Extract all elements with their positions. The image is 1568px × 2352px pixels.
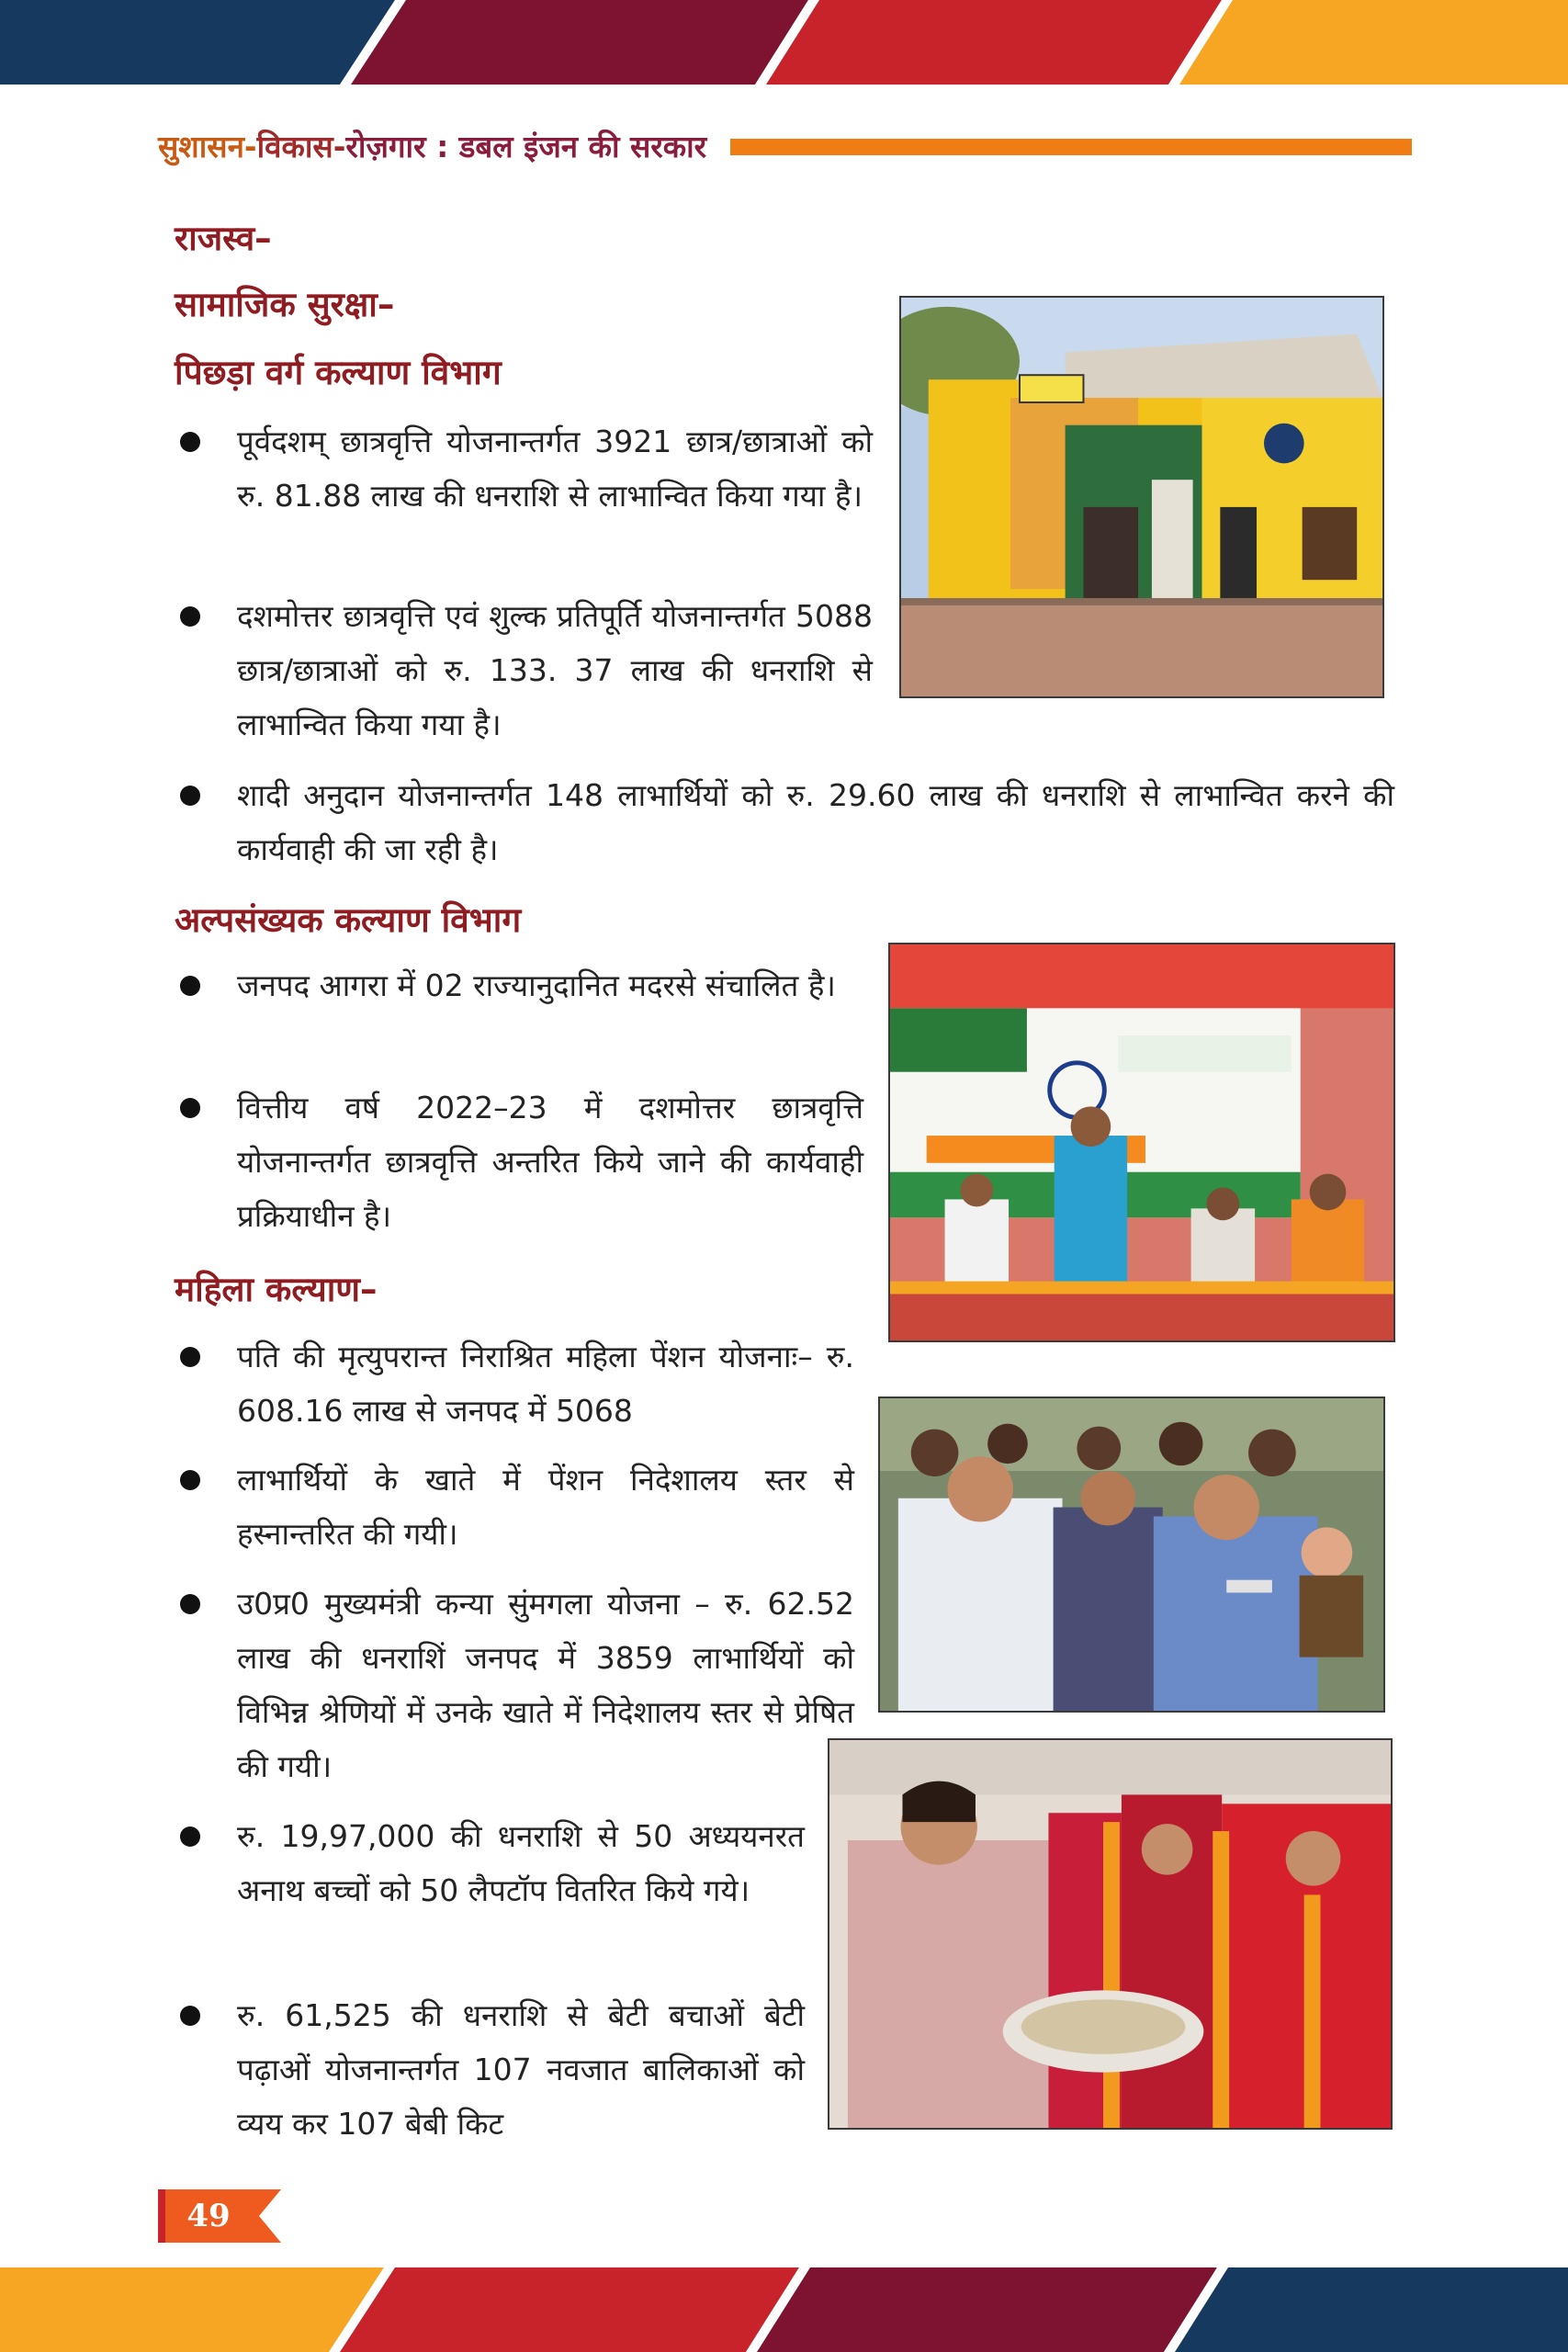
- bullet-laptop-distribution: रु. 19,97,000 की धनराशि से 50 अध्ययनरत अनाथ बच्चों को 50 लैपटॉप वितरित किये गये।: [237, 1818, 805, 1908]
- bullet-madrasa-count: जनपद आगरा में 02 राज्यानुदानित मदरसे संचालित है।: [237, 967, 836, 1003]
- bullet-marker: [180, 786, 200, 806]
- bullet-marker: [180, 976, 200, 996]
- heading-minority-welfare: अल्पसंख्यक कल्याण विभाग: [175, 900, 522, 940]
- photo-officials-with-child: [878, 1396, 1385, 1713]
- bullet-marker: [180, 432, 200, 452]
- running-header-title: [158, 125, 706, 166]
- header-title-part3: रोज़गार : डबल इंजन की सरकार: [345, 129, 707, 164]
- bullet-pension-transfer: लाभार्थियों के खाते में पेंशन निदेशालय स्तर से हस्नान्तरित की गयी।: [237, 1462, 854, 1552]
- heading-revenue: राजस्व–: [175, 219, 272, 258]
- header-title-part1: सुशासन-: [158, 129, 257, 164]
- page-number: 49: [186, 2198, 231, 2234]
- bullet-widow-pension: पति की मृत्युपरान्त निराश्रित महिला पेंशन योजनाः– रु. 608.16 लाख से जनपद में 5068: [237, 1339, 854, 1429]
- heading-women-welfare: महिला कल्याण–: [175, 1270, 378, 1309]
- bullet-marker: [180, 1470, 200, 1490]
- bullet-marker: [180, 1826, 200, 1847]
- photo-school-building: [899, 296, 1384, 698]
- photo-women-gift-distribution: [828, 1738, 1393, 2130]
- header-orange-rule: [730, 139, 1412, 155]
- bullet-marker: [180, 606, 200, 627]
- bullet-marker: [180, 1347, 200, 1367]
- bottom-color-band: [0, 2267, 1568, 2352]
- bullet-minority-scholarship: वित्तीय वर्ष 2022–23 में दशमोत्तर छात्रवृत्ति योजनान्तर्गत छात्रवृत्ति अन्तरित किये जाने की कार्यवाही प्रक्रियाधीन है।: [237, 1090, 863, 1234]
- bullet-marker: [180, 1594, 200, 1614]
- bullet-marriage-grant: शादी अनुदान योजनान्तर्गत 148 लाभार्थियों को रु. 29.60 लाख की धनराशि से लाभान्वित करने की कार्यवाही की जा रही है।: [237, 777, 1394, 867]
- bullet-marker: [180, 2006, 200, 2026]
- bullet-kanya-sumangala: उ0प्र0 मुख्यमंत्री कन्या सुंमगला योजना – रु. 62.52 लाख की धनराशिं जनपद में 3859 लाभार्थियों को विभिन्न श्रेणियों में उनके खाते में निदेशालय स्तर से प्रेषित की गयी।: [237, 1586, 854, 1784]
- bullet-beti-bachao-baby-kit: रु. 61,525 की धनराशि से बेटी बचाओं बेटी पढ़ाओं योजनान्तर्गत 107 नवजात बालिकाओं को व्यय कर 107 बेबी किट: [237, 1997, 805, 2142]
- bullet-marker: [180, 1098, 200, 1118]
- photo-madrasa-event: [888, 943, 1395, 1342]
- heading-social-security: सामाजिक सुरक्षा–: [175, 285, 395, 324]
- header-title-part2: विकास-: [256, 129, 346, 164]
- heading-backward-class-welfare: पिछड़ा वर्ग कल्याण विभाग: [175, 353, 502, 392]
- top-color-band: [0, 0, 1568, 85]
- bullet-post-matric-scholarship: दशमोत्तर छात्रवृत्ति एवं शुल्क प्रतिपूर्ति योजनान्तर्गत 5088 छात्र/छात्राओं को रु. 133. 37 लाख की धनराशि से लाभान्वित किया गया है।: [237, 598, 873, 742]
- bullet-pre-matric-scholarship: पूर्वदशम् छात्रवृत्ति योजनान्तर्गत 3921 छात्र/छात्राओं को रु. 81.88 लाख की धनराशि से लाभान्वित किया गया है।: [237, 424, 873, 514]
